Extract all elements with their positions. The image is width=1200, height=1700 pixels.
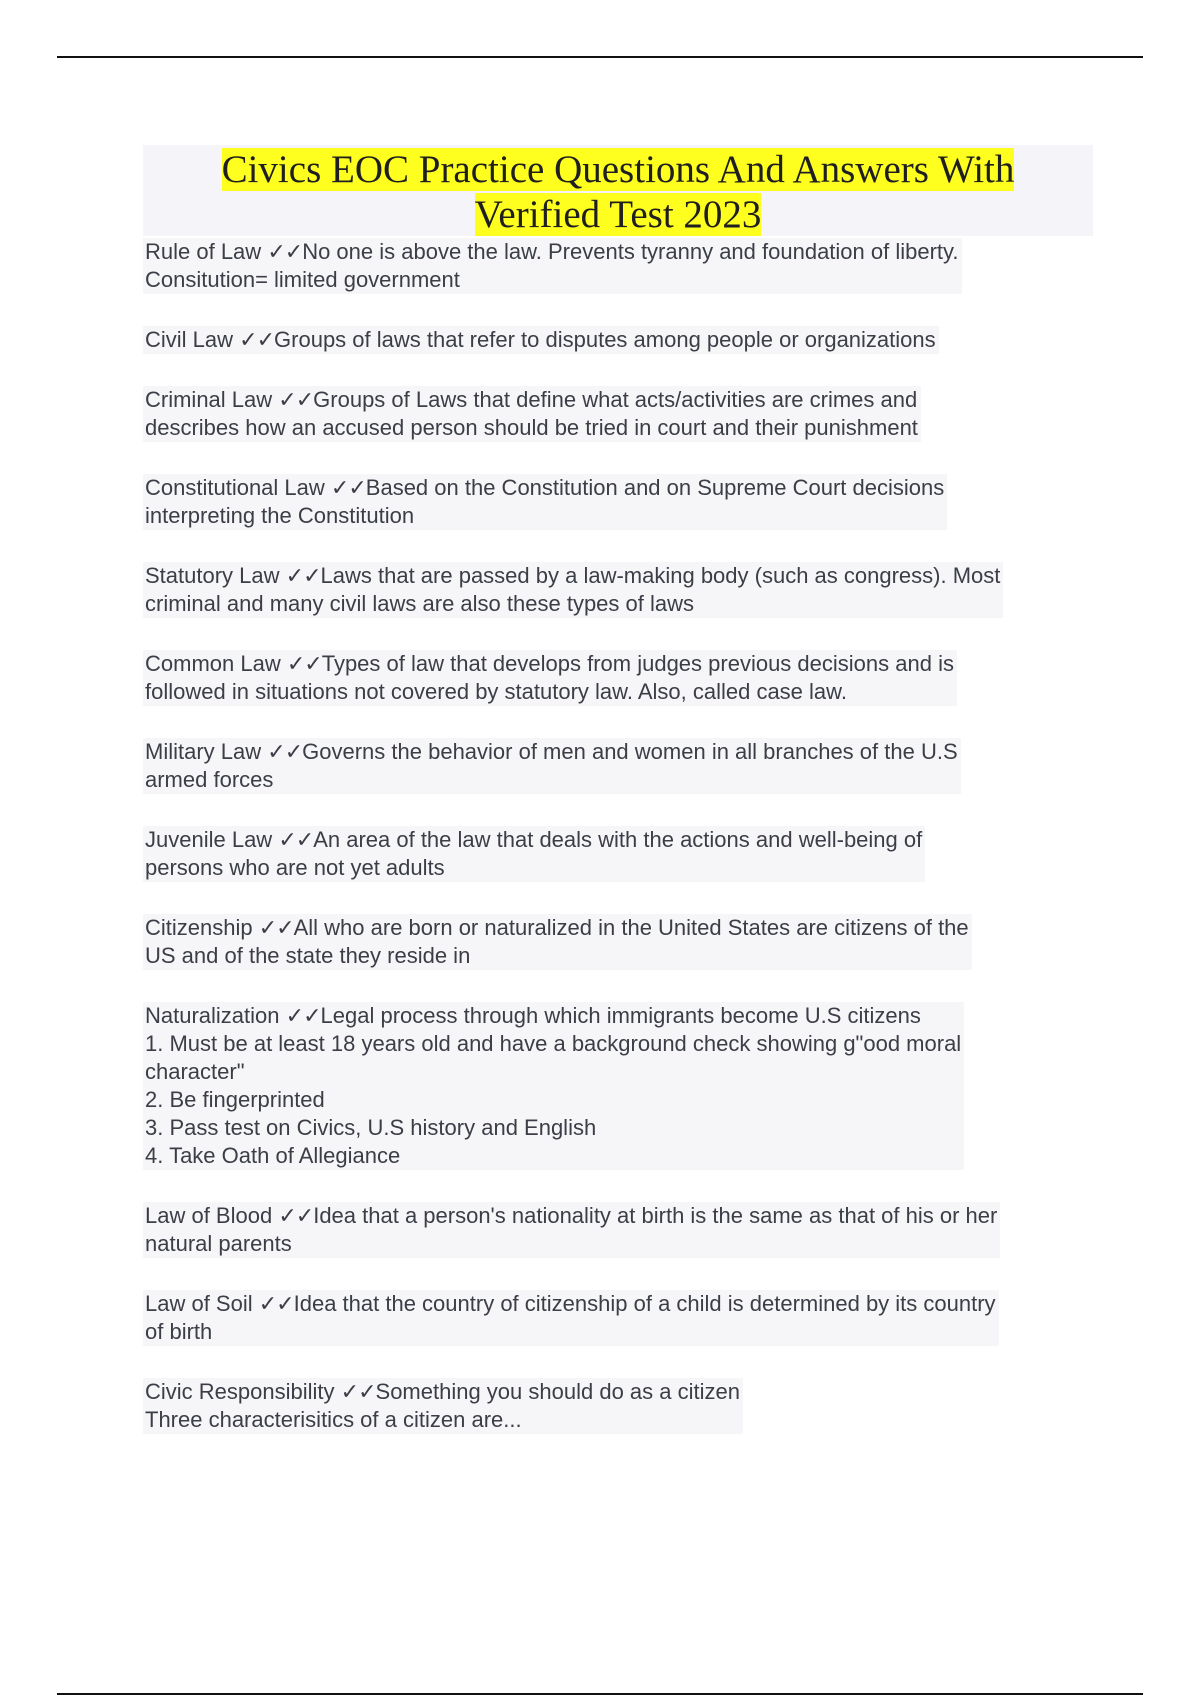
check-icon: ✓✓ [340, 1379, 376, 1404]
list-item [143, 474, 1093, 530]
page-title [143, 147, 1093, 237]
entry-definition: An area of the law that deals with the actions and well-being of persons who are not yet adults [145, 827, 923, 880]
entry-term: Criminal Law [145, 387, 273, 412]
check-icon: ✓✓ [239, 327, 275, 352]
list-item [143, 326, 1093, 354]
list-item [143, 826, 1093, 882]
entry-term: Naturalization [145, 1003, 280, 1028]
entry-term: Statutory Law [145, 563, 280, 588]
entry-definition: Groups of laws that refer to disputes among people or organizations [274, 327, 936, 352]
entry-term: Military Law [145, 739, 262, 764]
list-item [143, 1290, 1093, 1346]
entry-definition: Governs the behavior of men and women in all branches of the U.S armed forces [145, 739, 958, 792]
check-icon: ✓✓ [286, 651, 322, 676]
check-icon: ✓✓ [258, 915, 294, 940]
entry-term: Rule of Law [145, 239, 262, 264]
check-icon: ✓✓ [278, 387, 314, 412]
check-icon: ✓✓ [267, 239, 303, 264]
entry-list [143, 238, 1093, 1434]
list-item [143, 238, 1093, 294]
entry-definition: Laws that are passed by a law-making body (such as congress). Most criminal and many civil laws are also these types of laws [145, 563, 1001, 616]
title-line-2: Verified Test 2023 [474, 193, 762, 236]
entry-term: Juvenile Law [145, 827, 273, 852]
entry-term: Civil Law [145, 327, 234, 352]
check-icon: ✓✓ [278, 827, 314, 852]
entry-term: Citizenship [145, 915, 253, 940]
list-item [143, 738, 1093, 794]
check-icon: ✓✓ [285, 1003, 321, 1028]
entry-term: Common Law [145, 651, 281, 676]
entry-definition: Based on the Constitution and on Supreme Court decisions interpreting the Constitution [145, 475, 945, 528]
check-icon: ✓✓ [267, 739, 303, 764]
check-icon: ✓✓ [278, 1203, 314, 1228]
check-icon: ✓✓ [258, 1291, 294, 1316]
entry-definition: Legal process through which immigrants become U.S citizens 1. Must be at least 18 years old and have a background check showing g"ood moral character" 2. Be fingerprinted 3. Pass test on Civics, U.S history and English 4. Take Oath of Allegiance [145, 1003, 962, 1168]
list-item [143, 386, 1093, 442]
list-item [143, 914, 1093, 970]
list-item [143, 1202, 1093, 1258]
list-item [143, 562, 1093, 618]
entry-definition: Groups of Laws that define what acts/activities are crimes and describes how an accused person should be tried in court and their punishment [145, 387, 918, 440]
title-block [143, 145, 1093, 236]
entry-definition: Idea that the country of citizenship of a child is determined by its country of birth [145, 1291, 996, 1344]
entry-definition: All who are born or naturalized in the United States are citizens of the US and of the state they reside in [145, 915, 969, 968]
document-body [143, 145, 1093, 1434]
bottom-rule [57, 1693, 1143, 1695]
entry-definition: Types of law that develops from judges previous decisions and is followed in situations not covered by statutory law. Also, called case law. [145, 651, 954, 704]
title-line-1: Civics EOC Practice Questions And Answers With [221, 148, 1015, 191]
top-rule [57, 56, 1143, 58]
list-item [143, 1002, 1093, 1170]
entry-definition: Idea that a person's nationality at birth is the same as that of his or her natural parents [145, 1203, 998, 1256]
list-item [143, 650, 1093, 706]
entry-definition: No one is above the law. Prevents tyranny and foundation of liberty. Consitution= limited government [145, 239, 959, 292]
entry-term: Constitutional Law [145, 475, 325, 500]
entry-term: Law of Blood [145, 1203, 273, 1228]
list-item [143, 1378, 1093, 1434]
entry-term: Civic Responsibility [145, 1379, 335, 1404]
entry-definition: Something you should do as a citizen Three characterisitics of a citizen are... [145, 1379, 740, 1432]
check-icon: ✓✓ [285, 563, 321, 588]
entry-term: Law of Soil [145, 1291, 253, 1316]
check-icon: ✓✓ [330, 475, 366, 500]
